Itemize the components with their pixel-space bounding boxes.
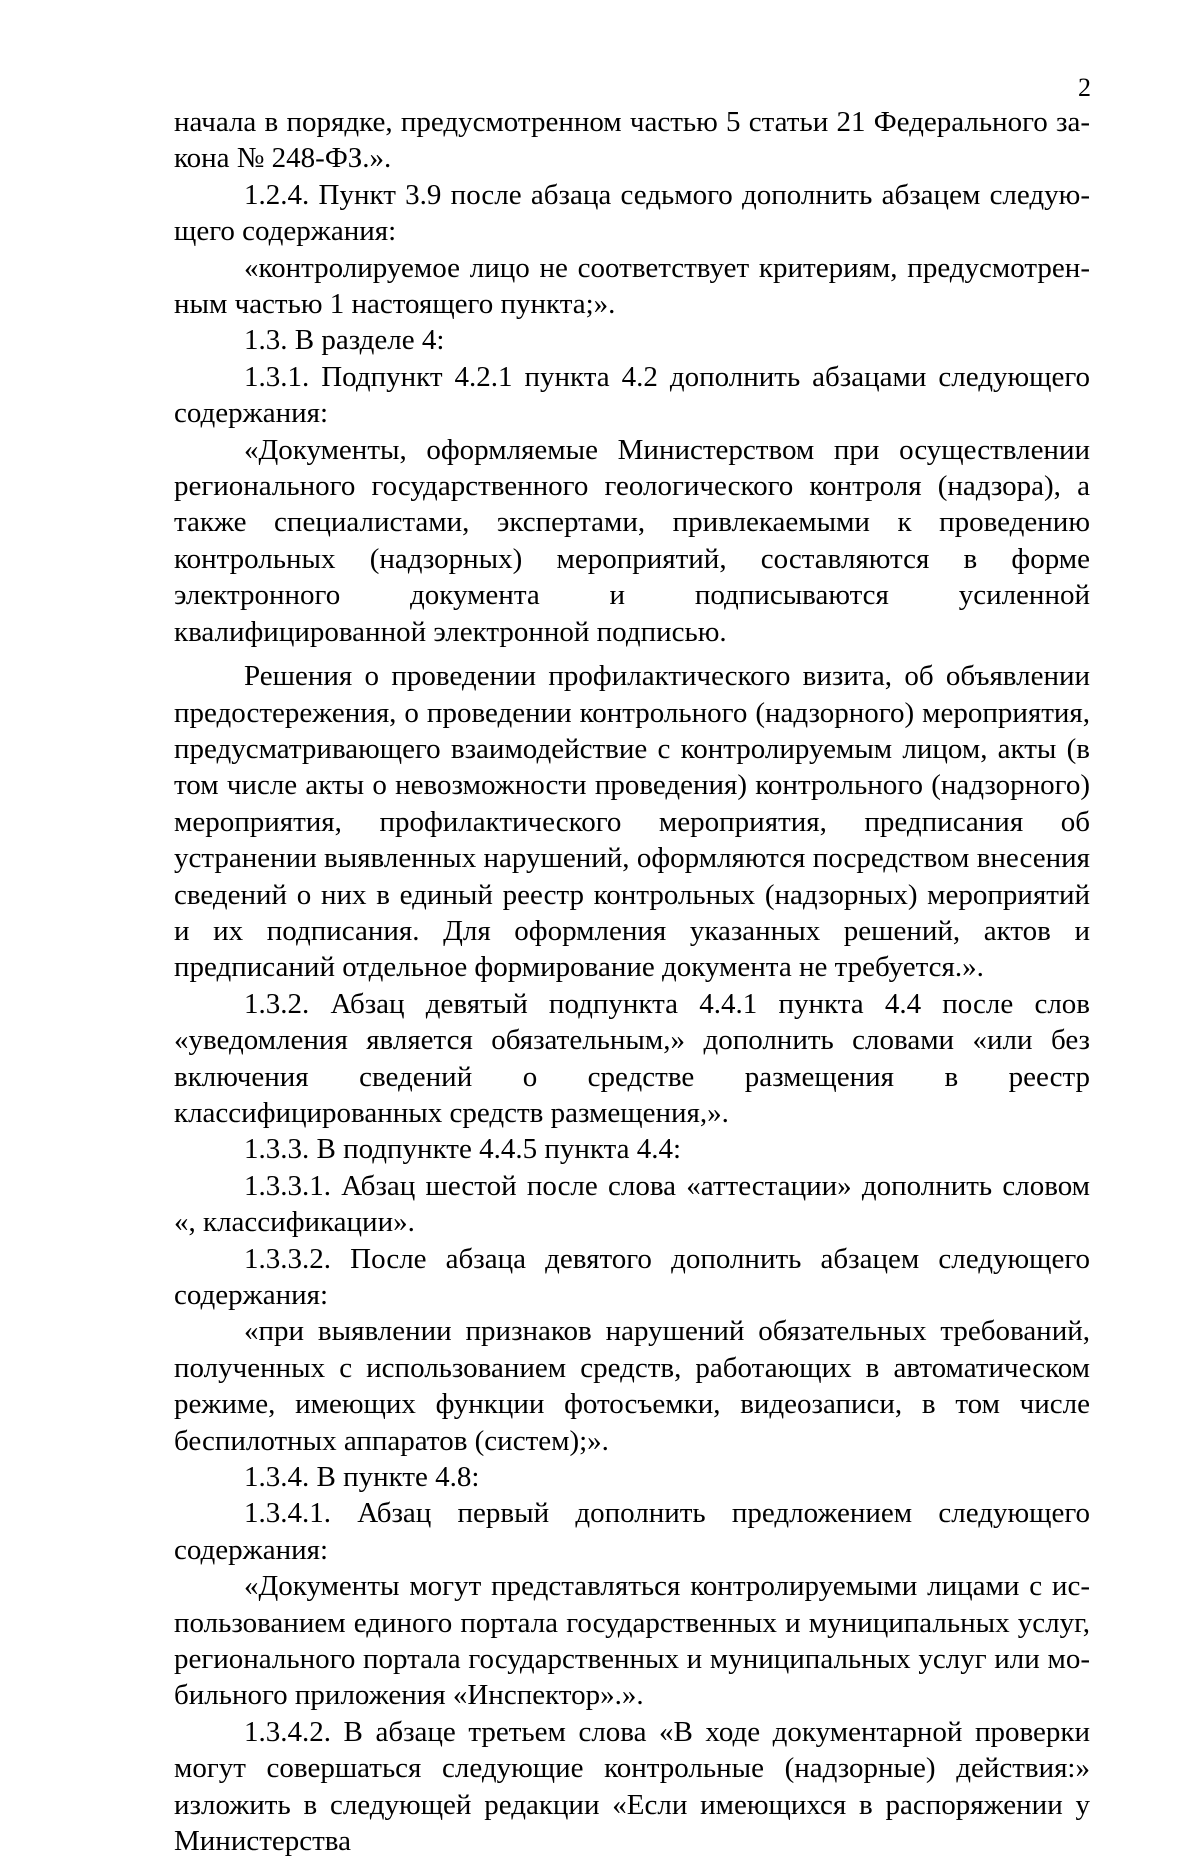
paragraph-1-3: 1.3. В разделе 4: — [244, 324, 445, 357]
paragraph-continuation: начала в порядке, предусмотренном частью 5 статьи 21 Федерального закона № 248-ФЗ.». — [174, 106, 1090, 175]
paragraph-1-3-3-1: 1.3.3.1. Абзац шестой после слова «аттестации» дополнить словом «, классификации». — [174, 1169, 1090, 1239]
paragraph-1-2-4: 1.2.4. Пункт 3.9 после абзаца седьмого дополнить абзацем следующего содержания: — [174, 178, 1090, 248]
paragraph-1-3-1: 1.3.1. Подпункт 4.2.1 пункта 4.2 дополнить абзацами следующего содержания: — [174, 360, 1090, 430]
paragraph-1-3-3: 1.3.3. В подпункте 4.4.5 пункта 4.4: — [244, 1133, 682, 1166]
paragraph-quote-controlled-person: «контролируемое лицо не соответствует критериям, предусмотренным частью 1 настоящего пункта;». — [174, 251, 1090, 321]
paragraph-1-3-4-1: 1.3.4.1. Абзац первый дополнить предложением следующего содержания: — [174, 1497, 1090, 1566]
paragraph-1-3-2: 1.3.2. Абзац девятый подпункта 4.4.1 пункта 4.4 после слов «уведомления является обязательным,» дополнить словами «или без включения сведений о средстве размещения в реестр классифицированных средств размещения,». — [174, 987, 1090, 1129]
page-number: 2 — [1078, 73, 1091, 102]
paragraph-1-3-3-2: 1.3.3.2. После абзаца девятого дополнить абзацем следующего содержания: — [174, 1242, 1090, 1311]
paragraph-quote-documents: «Документы, оформляемые Министерством при осуществлении регионального государственного геологического контроля (надзора), а также специалистами, экспертами, привлекаемыми к проведению контрольных (надзорных) мероприятий, составляются в форме электронного документа и подписываются усиленной квалифицированной электронной подписью. — [174, 433, 1090, 648]
paragraph-quote-inspector-app: «Документы могут представляться контролируемыми лицами с использованием единого портала государственных и муниципальных услуг, регионального портала государственных и муниципальных услуг или мобильного приложения «Инспектор».». — [174, 1570, 1090, 1712]
paragraph-quote-violations: «при выявлении признаков нарушений обязательных требований, полученных с использованием средств, работающих в автоматическом режиме, имеющих функции фотосъемки, видеозаписи, в том числе беспилотных аппаратов (систем);». — [174, 1315, 1090, 1457]
paragraph-1-3-4-2: 1.3.4.2. В абзаце третьем слова «В ходе документарной проверки могут совершаться следующие контрольные (надзорные) действия:» изложить в следующей редакции «Если имеющихся в распоряжении у Министерства — [174, 1715, 1090, 1858]
paragraph-1-3-4: 1.3.4. В пункте 4.8: — [244, 1461, 480, 1494]
paragraph-decisions: Решения о проведении профилактического визита, об объявлении предостережения, о проведении контрольного (надзорного) мероприятия, предусматривающего взаимодействие с контролируемым лицом, акты (в том числе акты о невозможности проведения) контрольного (надзорного) мероприятия, профилактического мероприятия, предписания об устранении выявленных нарушений, оформляются посредством внесения сведений о них в единый реестр контрольных (надзорных) мероприятий и их подписания. Для оформления указанных решений, актов и предписаний отдельное формирование документа не требуется.». — [174, 660, 1090, 984]
document-body — [174, 104, 1090, 1860]
